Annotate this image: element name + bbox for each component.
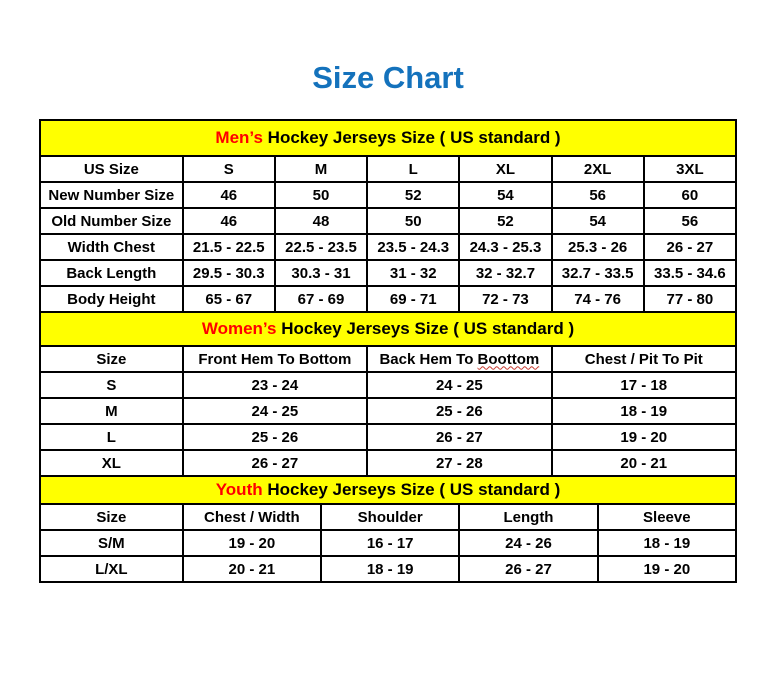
column-header: Front Hem To Bottom (183, 346, 367, 372)
table-cell: 19 - 20 (183, 530, 321, 556)
table-cell: 26 - 27 (644, 234, 736, 260)
table-cell: 56 (552, 182, 644, 208)
table-cell: 52 (459, 208, 551, 234)
table-cell: 19 - 20 (598, 556, 736, 582)
row-label: M (40, 398, 183, 424)
table-cell: 17 - 18 (552, 372, 736, 398)
table-cell: 50 (367, 208, 459, 234)
row-label: L (40, 424, 183, 450)
table-cell: 32.7 - 33.5 (552, 260, 644, 286)
column-header: Size (40, 346, 183, 372)
row-label: S (40, 372, 183, 398)
table-cell: 72 - 73 (459, 286, 551, 312)
table-cell: 26 - 27 (367, 424, 551, 450)
column-header: M (275, 156, 367, 182)
row-label: New Number Size (40, 182, 183, 208)
table-row (40, 450, 736, 476)
table-row (40, 530, 736, 556)
table-cell: 25 - 26 (367, 398, 551, 424)
table-row (40, 286, 736, 312)
table-cell: 18 - 19 (598, 530, 736, 556)
youth-banner (40, 476, 736, 504)
table-cell: 24.3 - 25.3 (459, 234, 551, 260)
table-cell: 23.5 - 24.3 (367, 234, 459, 260)
womens-banner (40, 312, 736, 346)
table-row (40, 260, 736, 286)
table-cell: 18 - 19 (321, 556, 459, 582)
column-header (367, 346, 551, 372)
table-cell: 54 (459, 182, 551, 208)
column-header: XL (459, 156, 551, 182)
table-cell: 67 - 69 (275, 286, 367, 312)
table-cell: 24 - 25 (367, 372, 551, 398)
banner-rest: Hockey Jerseys Size ( US standard ) (262, 480, 561, 499)
mens-banner (40, 120, 736, 156)
banner-highlight: Youth (215, 480, 263, 499)
table-cell: 26 - 27 (459, 556, 597, 582)
table-cell: 60 (644, 182, 736, 208)
table-cell: 32 - 32.7 (459, 260, 551, 286)
table-cell: 22.5 - 23.5 (275, 234, 367, 260)
page-title: Size Chart (312, 60, 464, 95)
table-row (40, 234, 736, 260)
table-cell: 31 - 32 (367, 260, 459, 286)
table-cell: 56 (644, 208, 736, 234)
banner-rest: Hockey Jerseys Size ( US standard ) (276, 319, 575, 338)
mens-size-table (39, 119, 737, 313)
table-cell: 29.5 - 30.3 (183, 260, 275, 286)
table-cell: 26 - 27 (183, 450, 367, 476)
size-tables (39, 119, 737, 583)
table-cell: 46 (183, 208, 275, 234)
table-row (40, 208, 736, 234)
table-cell: 30.3 - 31 (275, 260, 367, 286)
table-cell: 25 - 26 (183, 424, 367, 450)
table-cell: 77 - 80 (644, 286, 736, 312)
column-header: Shoulder (321, 504, 459, 530)
table-cell: 74 - 76 (552, 286, 644, 312)
row-label: L/XL (40, 556, 183, 582)
table-cell: 24 - 25 (183, 398, 367, 424)
row-label: XL (40, 450, 183, 476)
table-cell: 23 - 24 (183, 372, 367, 398)
table-cell: 52 (367, 182, 459, 208)
womens-size-table (39, 311, 737, 477)
table-row (40, 556, 736, 582)
table-cell: 48 (275, 208, 367, 234)
table-row (40, 372, 736, 398)
column-header: Size (40, 504, 183, 530)
table-cell: 33.5 - 34.6 (644, 260, 736, 286)
row-label: S/M (40, 530, 183, 556)
column-header: Chest / Width (183, 504, 321, 530)
table-cell: 65 - 67 (183, 286, 275, 312)
table-cell: 25.3 - 26 (552, 234, 644, 260)
row-label: Width Chest (40, 234, 183, 260)
misspelled-word: Boottom (477, 350, 540, 368)
table-cell: 27 - 28 (367, 450, 551, 476)
table-row (40, 182, 736, 208)
table-row (40, 424, 736, 450)
column-header: S (183, 156, 275, 182)
table-cell: 24 - 26 (459, 530, 597, 556)
column-header: Sleeve (598, 504, 736, 530)
table-cell: 20 - 21 (183, 556, 321, 582)
banner-rest: Hockey Jerseys Size ( US standard ) (262, 128, 561, 147)
column-header: Chest / Pit To Pit (552, 346, 736, 372)
column-header: 2XL (552, 156, 644, 182)
table-row (40, 156, 736, 182)
table-row (40, 312, 736, 346)
column-header-text: Back Hem To (379, 350, 478, 368)
table-row (40, 476, 736, 504)
table-row (40, 398, 736, 424)
row-label: Body Height (40, 286, 183, 312)
table-cell: 69 - 71 (367, 286, 459, 312)
table-cell: 18 - 19 (552, 398, 736, 424)
column-header: US Size (40, 156, 183, 182)
row-label: Back Length (40, 260, 183, 286)
table-row (40, 120, 736, 156)
table-cell: 16 - 17 (321, 530, 459, 556)
row-label: Old Number Size (40, 208, 183, 234)
table-cell: 54 (552, 208, 644, 234)
table-row (40, 504, 736, 530)
table-row (40, 346, 736, 372)
table-cell: 46 (183, 182, 275, 208)
table-cell: 21.5 - 22.5 (183, 234, 275, 260)
youth-size-table (39, 475, 737, 583)
column-header: L (367, 156, 459, 182)
table-cell: 19 - 20 (552, 424, 736, 450)
banner-highlight: Men’s (215, 128, 263, 147)
table-cell: 20 - 21 (552, 450, 736, 476)
column-header: Length (459, 504, 597, 530)
table-cell: 50 (275, 182, 367, 208)
column-header: 3XL (644, 156, 736, 182)
banner-highlight: Women’s (201, 319, 277, 338)
